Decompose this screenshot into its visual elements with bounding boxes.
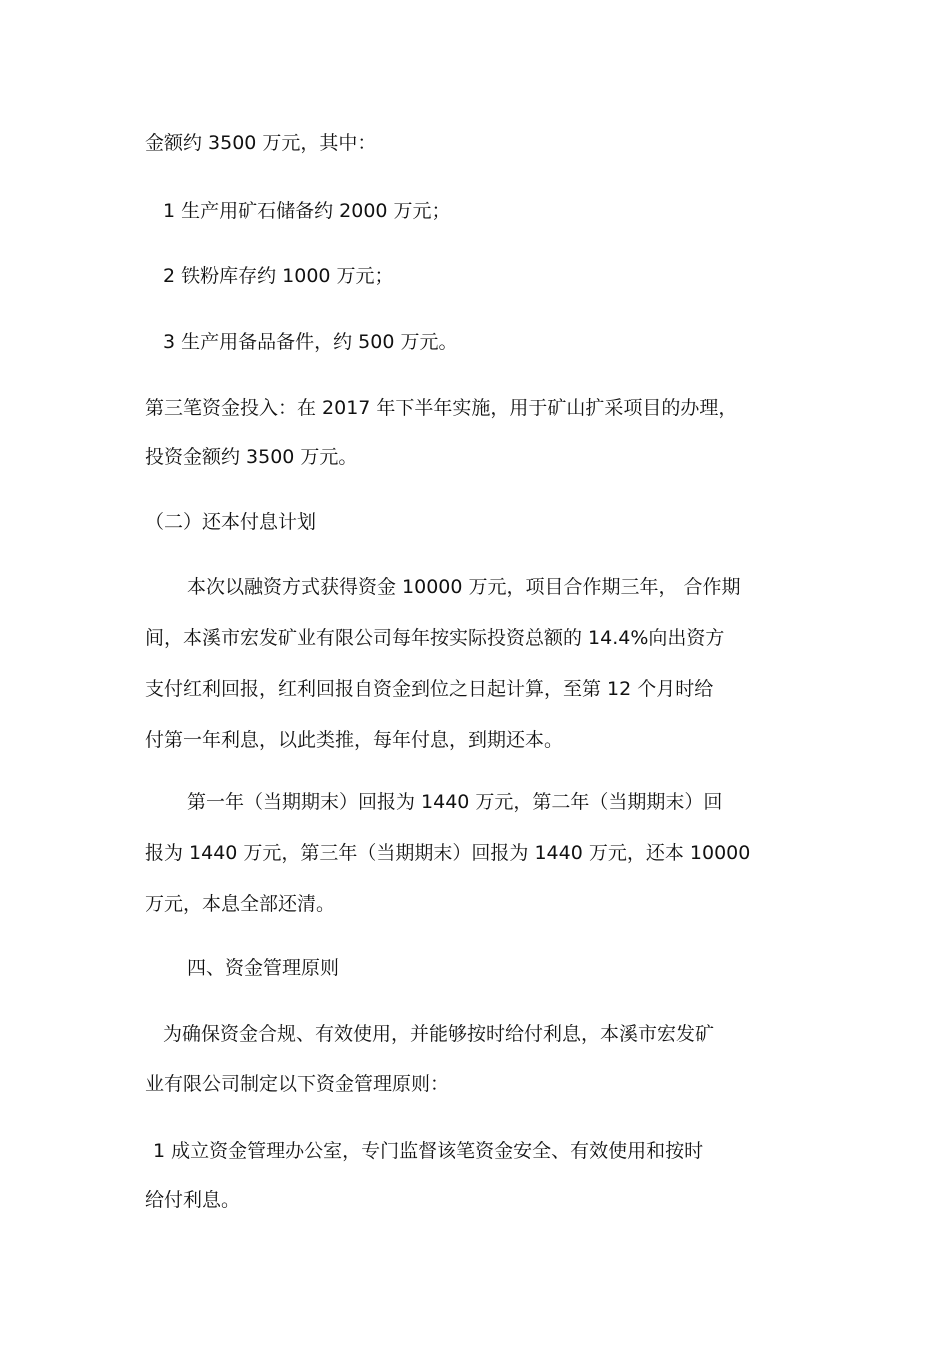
principle-item-1-cont: 给付利息。 <box>145 1189 241 1211</box>
paragraph-line: 为确保资金合规、有效使用，并能够按时给付利息，本溪市宏发矿 <box>163 1023 715 1045</box>
paragraph-line: 本次以融资方式获得资金 10000 万元，项目合作期三年， 合作期 <box>187 576 741 598</box>
text-line: 金额约 3500 万元，其中： <box>145 132 377 154</box>
principle-item-1: 1 成立资金管理办公室，专门监督该笔资金安全、有效使用和按时 <box>153 1140 704 1162</box>
list-item-1: 1 生产用矿石储备约 2000 万元； <box>163 200 451 222</box>
paragraph-line: 万元，本息全部还清。 <box>145 893 336 915</box>
paragraph-line: 支付红利回报，红利回报自资金到位之日起计算，至第 12 个月时给 <box>145 678 714 700</box>
paragraph-line: 第一年（当期期末）回报为 1440 万元，第二年（当期期末）回 <box>187 791 723 813</box>
paragraph-line: 间，本溪市宏发矿业有限公司每年按实际投资总额的 14.4%向出资方 <box>145 627 725 649</box>
list-item-2: 2 铁粉库存约 1000 万元； <box>163 265 394 287</box>
paragraph-line: 付第一年利息，以此类推，每年付息，到期还本。 <box>145 729 564 751</box>
section-heading-fund-management: 四、资金管理原则 <box>187 957 340 979</box>
paragraph-line: 报为 1440 万元，第三年（当期期末）回报为 1440 万元，还本 10000 <box>145 842 751 864</box>
paragraph-line: 业有限公司制定以下资金管理原则： <box>145 1073 450 1095</box>
text-line: 第三笔资金投入：在 2017 年下半年实施，用于矿山扩采项目的办理， <box>145 397 738 419</box>
text-line: 投资金额约 3500 万元。 <box>145 446 358 468</box>
list-item-3: 3 生产用备品备件，约 500 万元。 <box>163 331 458 353</box>
section-heading-repayment: （二）还本付息计划 <box>145 511 317 533</box>
